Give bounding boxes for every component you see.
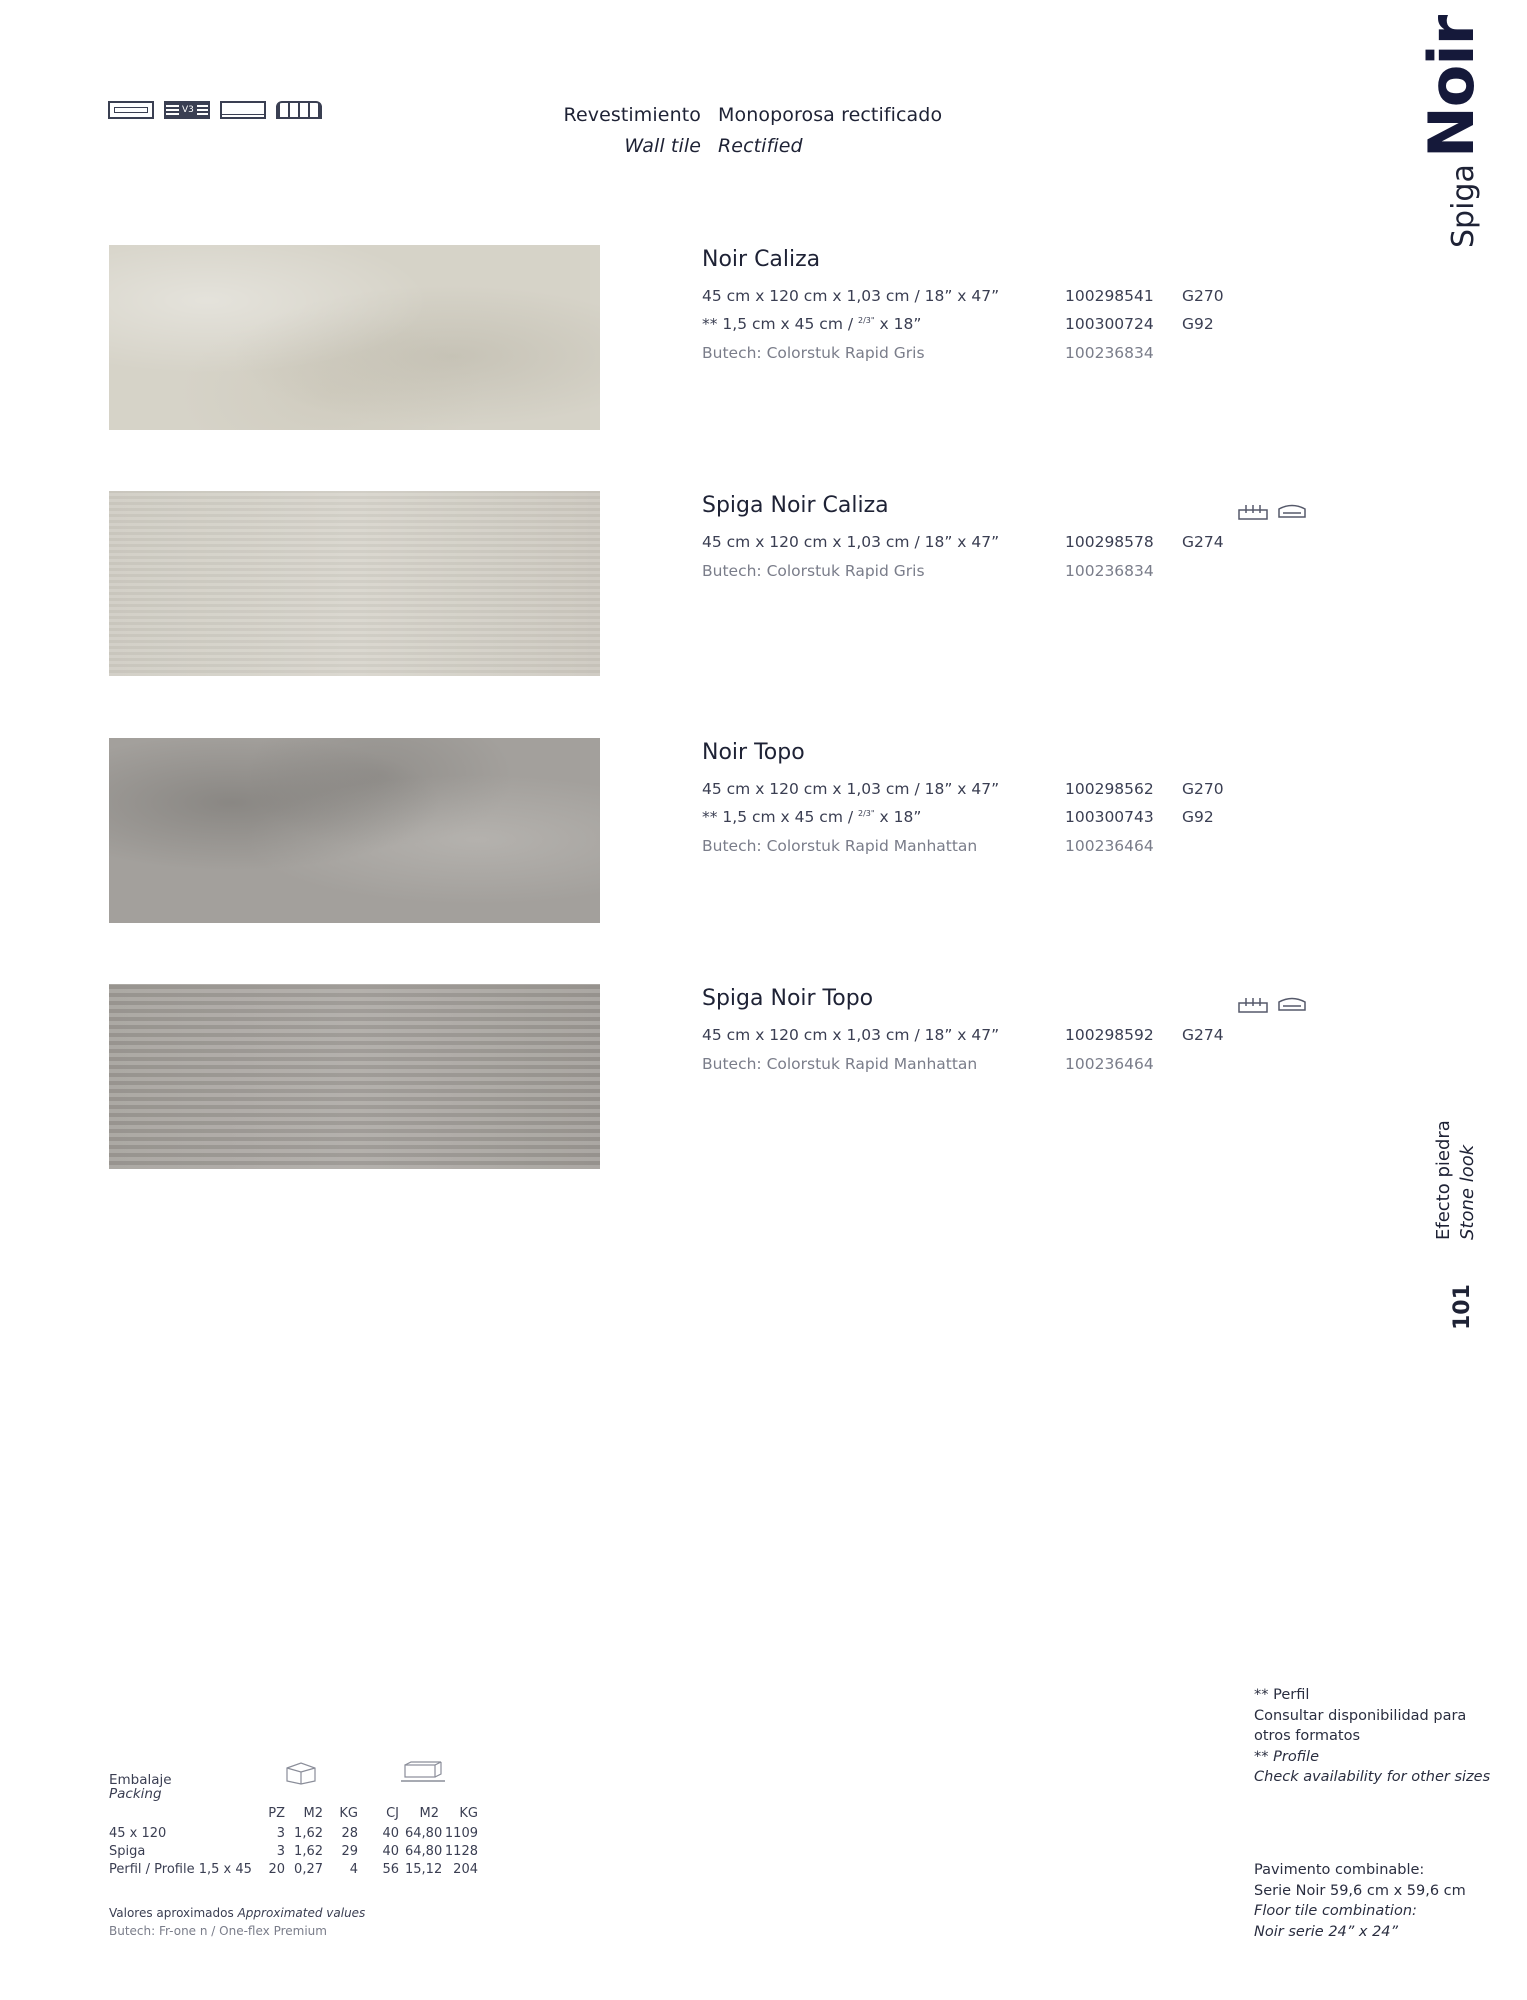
format-v3-icon [164,101,210,119]
bath-icon [1277,996,1307,1014]
table-cell: 20 [268,1862,285,1877]
col-header: PZ [268,1806,285,1821]
category-label [1432,1108,1492,1268]
format-rectified-icon [220,101,266,119]
table-cell: 3 [276,1844,285,1859]
table-cell: 3 [276,1826,285,1841]
combination-note: Pavimento combinable: Serie Noir 59,6 cm x 59,6 cm Floor tile combination: Noir serie 24” x 24” [1254,1862,1466,1940]
format-plain-icon [108,101,154,119]
product-code: 100300724 [1065,315,1154,333]
wall-install-icon [1238,996,1268,1014]
product-grout-code: 100236464 [1065,1055,1154,1073]
col-header: KG [339,1806,358,1821]
product-group: G270 [1182,780,1224,798]
product-code: 100298578 [1065,533,1154,551]
table-cell: 29 [341,1844,358,1859]
product-name: Spiga Noir Topo [702,986,874,1011]
product-size: 45 cm x 120 cm x 1,03 cm / 18” x 47” [702,533,1000,551]
brand-name: Noir [1415,15,1488,159]
table-cell: 204 [453,1862,478,1877]
format-icons [108,101,322,119]
product-grout: Butech: Colorstuk Rapid Manhattan [702,1055,978,1073]
wall-install-icon [1238,503,1268,521]
brand-title [1415,15,1503,248]
category-es: Efecto piedra [1433,1120,1454,1240]
pallet-icon [399,1761,447,1789]
approx-values-note: Valores aproximados Approximated values [109,1906,366,1920]
product-profile-size: ** 1,5 cm x 45 cm / $^{2/3"}$ x 18” [702,808,922,826]
table-cell: 40 [382,1826,399,1841]
product-profile-size: ** 1,5 cm x 45 cm / $^{2/3"}$ x 18” [702,315,922,333]
brand-series: Spiga [1446,164,1481,248]
product-swatch-spiga-noir-caliza [109,491,600,676]
product-code: 100298592 [1065,1026,1154,1044]
product-group: G92 [1182,808,1214,826]
product-name: Spiga Noir Caliza [702,493,889,518]
butech-note: Butech: Fr-one n / One-flex Premium [109,1924,327,1938]
table-cell: 64,80 [405,1844,443,1859]
table-cell: 56 [382,1862,399,1877]
row-label: Spiga [109,1844,146,1859]
product-grout: Butech: Colorstuk Rapid Gris [702,344,925,362]
product-code: 100300743 [1065,808,1154,826]
header-label-en: Wall tile [624,135,701,157]
table-cell: 1,62 [294,1826,323,1841]
product-size: 45 cm x 120 cm x 1,03 cm / 18” x 47” [702,287,1000,305]
product-group: G270 [1182,287,1224,305]
product-swatch-spiga-noir-topo [109,984,600,1169]
table-cell: 1,62 [294,1844,323,1859]
header-value-es: Monoporosa rectificado [718,104,943,126]
table-cell: 64,80 [405,1826,443,1841]
row-label: 45 x 120 [109,1826,167,1841]
product-name: Noir Topo [702,740,805,765]
table-cell: 40 [382,1844,399,1859]
product-group: G274 [1182,1026,1224,1044]
table-cell: 4 [349,1862,358,1877]
product-grout-code: 100236834 [1065,562,1154,580]
product-code: 100298562 [1065,780,1154,798]
header-value-en: Rectified [718,135,803,157]
table-cell: 1109 [444,1826,478,1841]
product-swatch-noir-caliza [109,245,600,430]
row-label: Perfil / Profile 1,5 x 45 [109,1862,252,1877]
box-icon [284,1761,318,1789]
product-group: G92 [1182,315,1214,333]
table-cell: 15,12 [405,1862,443,1877]
product-code: 100298541 [1065,287,1154,305]
format-badge: V3 [179,103,197,117]
profile-note: ** Perfil Consultar disponibilidad para otros formatos ** Profile Check availability for other sizes [1254,1687,1491,1785]
product-grout-code: 100236834 [1065,344,1154,362]
product-grout-code: 100236464 [1065,837,1154,855]
product-swatch-noir-topo [109,738,600,923]
col-header: M2 [303,1806,323,1821]
packing-rows [109,1825,529,1885]
header-label-es: Revestimiento [563,104,701,126]
packing-table [109,1773,529,1943]
format-relief-icon [276,101,322,119]
bath-icon [1277,503,1307,521]
product-size: 45 cm x 120 cm x 1,03 cm / 18” x 47” [702,780,1000,798]
product-grout: Butech: Colorstuk Rapid Gris [702,562,925,580]
packing-title: Embalaje Packing [109,1772,172,1802]
col-header: CJ [386,1806,399,1821]
col-header: M2 [419,1806,439,1821]
product-group: G274 [1182,533,1224,551]
category-en: Stone look [1457,1144,1478,1240]
table-cell: 28 [341,1826,358,1841]
product-size: 45 cm x 120 cm x 1,03 cm / 18” x 47” [702,1026,1000,1044]
product-name: Noir Caliza [702,247,821,272]
table-cell: 1128 [444,1844,478,1859]
table-cell: 0,27 [294,1862,323,1877]
page-number: 101 [1450,1284,1475,1330]
col-header: KG [459,1806,478,1821]
product-grout: Butech: Colorstuk Rapid Manhattan [702,837,978,855]
